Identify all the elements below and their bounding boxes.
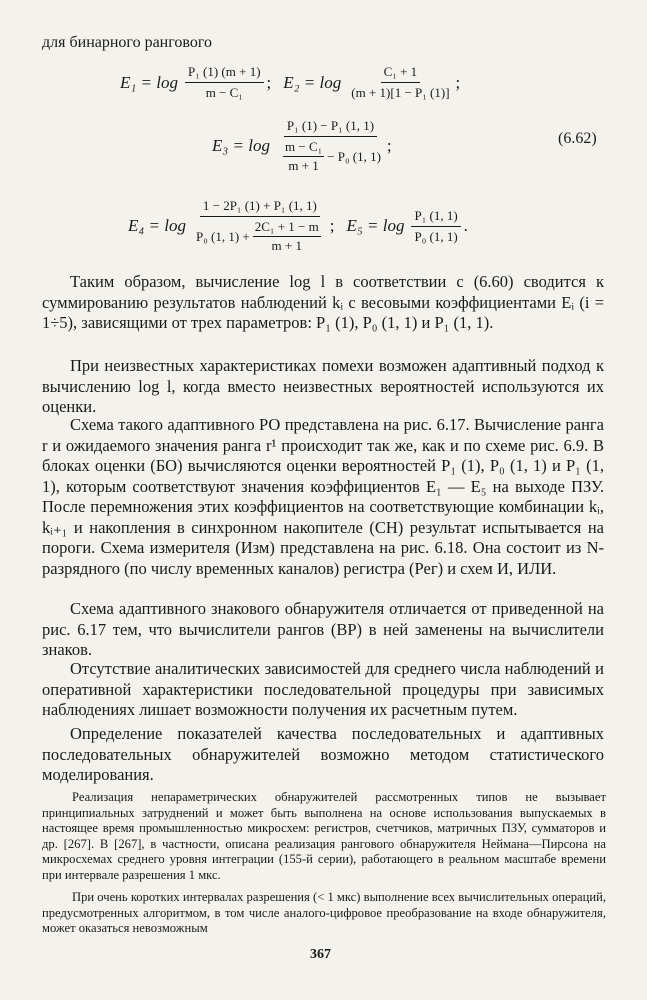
e4-inner-denominator: m + 1 — [271, 238, 302, 253]
e4-inner-numerator: 2C₁ + 1 − m — [253, 219, 321, 237]
e4-denominator-head: P₀ (1, 1) + — [196, 228, 250, 244]
e2-fraction — [348, 64, 452, 101]
e3-inner-denominator: m + 1 — [288, 158, 319, 173]
formula-e4-e5 — [128, 198, 468, 254]
e3-fraction — [277, 118, 384, 174]
paragraph-2: При неизвестных характеристиках помехи возможен адаптивный подход к вычислению log l, когда вместо неизвестных вероятностей используются их оценки. — [42, 356, 604, 416]
e4-tail: ; — [329, 216, 335, 235]
equation-number: (6.62) — [558, 130, 597, 147]
e4-fraction — [193, 198, 327, 254]
e1-fraction — [185, 64, 264, 101]
e5-denominator: P₀ (1, 1) — [414, 228, 458, 244]
e5-lhs: E₅ = log — [346, 216, 405, 235]
e3-lhs: E₃ = log — [212, 136, 270, 155]
paragraph-4: Схема адаптивного знакового обнаружителя отличается от приведенной на рис. 6.17 тем, что вычислители рангов (ВР) в ней заменены на вычислители знаков. — [42, 599, 604, 659]
e3-denominator — [277, 137, 384, 174]
e4-denominator — [193, 217, 327, 254]
paragraph-1: Таким образом, вычисление log l в соответствии с (6.60) сводится к суммированию результатов наблюдений kᵢ с весовыми коэффициентами Eᵢ (i = 1÷5), зависящими от трех параметров: P₁ (1), P₀ (1, 1) и P₁ (1, 1). — [42, 272, 604, 332]
e2-tail: ; — [455, 72, 461, 92]
e4-lhs: E₄ = log — [128, 216, 186, 235]
e3-inner-fraction — [283, 139, 324, 174]
e1-denominator: m − C₁ — [205, 85, 243, 100]
e1-lhs: E₁ = log — [120, 72, 178, 92]
e3-numerator: P₁ (1) − P₁ (1, 1) — [284, 118, 377, 137]
page-number: 367 — [310, 947, 331, 962]
paragraph-3: Схема такого адаптивного РО представлена на рис. 6.17. Вычисление ранга r и ожидаемого значения ранга r¹ происходит так же, как и по схеме рис. 6.9. В блоках оценки (БО) вычисляются оценки вероятностей P₁ (1), P₀ (1, 1) и P₁ (1, 1), которым соответствуют значения коэффициентов E₁ — E₅ на выходе ПЗУ. После перемножения этих коэффициентов на соответствующие комбинации kᵢ, kᵢ₊₁ и накопления в синхронном накопителе (СН) результат испытывается на пороги. Схема измерителя (Изм) представлена на рис. 6.18. Она состоит из N-разрядного (по числу временных каналов) регистра (Рег) и схем И, ИЛИ. — [42, 415, 604, 578]
formula-e3 — [212, 118, 392, 174]
e5-tail: . — [463, 216, 468, 235]
e3-tail: ; — [386, 136, 392, 155]
paragraph-6: Определение показателей качества последовательных и адаптивных последовательных обнаружителей возможно методом статистического моделирования. — [42, 724, 604, 784]
e1-numerator: P₁ (1) (m + 1) — [185, 64, 264, 83]
e3-denominator-tail: − P₀ (1, 1) — [327, 148, 381, 164]
e4-numerator: 1 − 2P₁ (1) + P₁ (1, 1) — [200, 198, 320, 217]
e2-numerator: C₁ + 1 — [381, 64, 421, 83]
e5-fraction — [411, 208, 460, 245]
small-paragraph-2: При очень коротких интервалах разрешения (< 1 мкс) выполнение всех вычислительных операций, предусмотренных алгоритмом, в том числе аналого-цифровое преобразование на входе обнаружителя, может оказаться невозможным — [42, 890, 606, 936]
small-paragraph-1: Реализация непараметрических обнаружителей рассмотренных типов не вызывает принципиальных затруднений и может быть выполнена на основе использования выпускаемых в настоящее время промышленностью микросхем: регистров, счетчиков, матричных ПЗУ, сумматоров и др. [267]. В [267], в частности, описана реализация рангового обнаружителя Неймана—Пирсона на микросхемах среднего уровня интеграции (155-й серии), работающего в реальном масштабе времени при интервале разрешения 1 мкс. — [42, 790, 606, 882]
e5-numerator: P₁ (1, 1) — [411, 208, 460, 227]
e2-lhs: E₂ = log — [283, 72, 342, 92]
formula-e1-e2 — [120, 64, 460, 101]
paragraph-5: Отсутствие аналитических зависимостей для среднего числа наблюдений и оперативной характеристики последовательной процедуры при зависимых наблюдениях лишает возможности получения их расчетным путем. — [42, 659, 604, 719]
e4-inner-fraction — [253, 219, 321, 254]
intro-text: для бинарного рангового — [42, 34, 213, 51]
e1-tail: ; — [266, 72, 272, 92]
e3-inner-numerator: m − C₁ — [283, 139, 324, 157]
e2-denominator: (m + 1)[1 − P₁ (1)] — [351, 85, 450, 100]
